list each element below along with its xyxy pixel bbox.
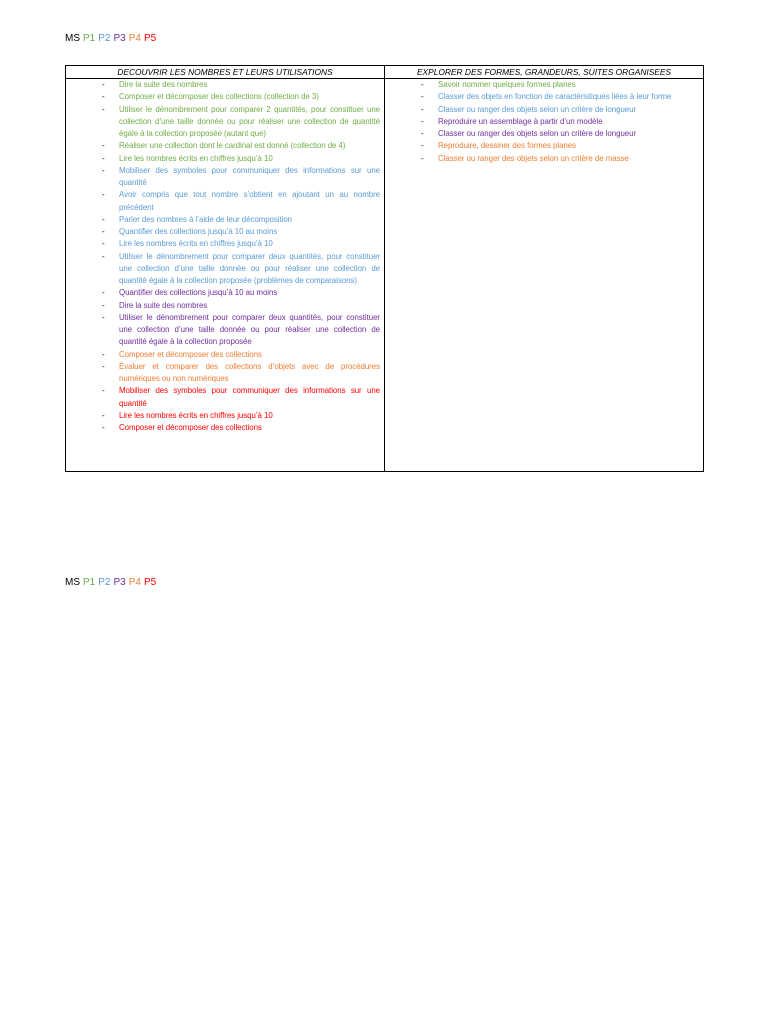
legend-p2: P2 <box>98 33 111 44</box>
list-item-text: Utiliser le dénombrement pour comparer deux quantités, pour constituer une collection d’une taille donnée ou pour réaliser une collection de quantité égale à la collection proposée <box>119 312 380 347</box>
list-item <box>385 116 703 128</box>
legend-p3: P3 <box>113 33 126 44</box>
list-item-text: Mobiliser des symboles pour communiquer des informations sur une quantité <box>119 386 380 408</box>
bullet-dash-icon: - <box>102 239 105 249</box>
bullet-dash-icon: - <box>421 116 424 126</box>
bullet-dash-icon: - <box>102 141 105 151</box>
list-item-text: Lire les nombres écrits en chiffres jusqu’à 10 <box>119 239 273 249</box>
bullet-dash-icon: - <box>102 165 105 175</box>
right-item-list <box>385 79 703 165</box>
list-item <box>66 104 384 141</box>
list-item-text: Utiliser le dénombrement pour comparer 2 quantités, pour constituer une collection d’une taille donnée ou pour réaliser une collection de quantité égale à la collection proposée (autant que) <box>119 104 380 138</box>
list-item <box>66 287 384 299</box>
left-column <box>66 79 385 471</box>
list-item <box>66 165 384 190</box>
list-item-text: Quantifier des collections jusqu’à 10 au moins <box>119 227 278 236</box>
list-item <box>66 189 384 214</box>
bullet-dash-icon: - <box>102 251 105 261</box>
bullet-dash-icon: - <box>102 361 105 371</box>
list-item-text: Utiliser le dénombrement pour comparer deux quantités, pour constituer une collection d’une taille donnée ou pour réaliser une collection de quantité égale à la collection proposée (problèmes de comparaisons) <box>119 251 380 285</box>
list-item-text: Lire les nombres écrits en chiffres jusqu’à 10 <box>119 153 273 163</box>
list-item <box>66 385 384 410</box>
right-column <box>385 79 703 471</box>
legend-p1: P1 <box>83 577 96 588</box>
list-item <box>385 140 703 152</box>
right-column-header: EXPLORER DES FORMES, GRANDEURS, SUITES ORGANISEES <box>385 66 703 79</box>
legend-p5: P5 <box>143 577 157 588</box>
bullet-dash-icon: - <box>102 80 105 89</box>
left-column-header: DECOUVRIR LES NOMBRES ET LEURS UTILISATIONS <box>66 66 385 79</box>
list-item-text: Reproduire, dessiner des formes planes <box>438 141 577 151</box>
list-item <box>66 214 384 226</box>
bullet-dash-icon: - <box>102 349 105 359</box>
bullet-dash-icon: - <box>102 288 105 298</box>
list-item-text: Savoir nommer quelques formes planes <box>438 80 576 89</box>
list-item-text: Classer des objets en fonction de caractéristiques liées à leur forme <box>438 92 672 102</box>
list-item-text: Évaluer et comparer des collections d’objets avec de procédures numériques ou non numériques <box>119 361 380 383</box>
legend-ms: MS <box>65 577 80 588</box>
list-item-text: Dire la suite des nombres <box>119 80 208 89</box>
list-item <box>385 153 703 165</box>
bullet-dash-icon: - <box>421 92 424 102</box>
list-item-text: Avoir compris que tout nombre s’obtient en ajoutant un au nombre précédent <box>119 190 380 212</box>
list-item <box>66 312 384 349</box>
list-item <box>385 91 703 103</box>
list-item <box>66 251 384 288</box>
list-item <box>66 238 384 250</box>
legend-p4: P4 <box>128 33 141 44</box>
bullet-dash-icon: - <box>421 104 424 114</box>
list-item <box>66 140 384 152</box>
level-legend-top <box>65 33 159 45</box>
bullet-dash-icon: - <box>102 227 105 236</box>
list-item-text: Classer ou ranger des objets selon un critère de masse <box>438 153 629 163</box>
list-item-text: Dire la suite des nombres <box>119 300 208 310</box>
list-item-text: Reproduire un assemblage à partir d’un modèle <box>438 116 603 126</box>
list-item-text: Parler des nombres à l’aide de leur décomposition <box>119 214 292 224</box>
bullet-dash-icon: - <box>102 214 105 224</box>
left-item-list <box>66 79 384 434</box>
list-item-text: Composer et décomposer des collections (collection de 3) <box>119 92 319 102</box>
list-item <box>66 300 384 312</box>
bullet-dash-icon: - <box>102 300 105 310</box>
list-item <box>385 128 703 140</box>
legend-p5: P5 <box>143 33 157 44</box>
list-item <box>66 410 384 422</box>
list-item <box>66 79 384 91</box>
legend-ms: MS <box>65 33 80 44</box>
legend-p1: P1 <box>83 33 96 44</box>
bullet-dash-icon: - <box>102 153 105 163</box>
legend-p2: P2 <box>98 577 111 588</box>
list-item <box>66 349 384 361</box>
bullet-dash-icon: - <box>421 141 424 151</box>
list-item-text: Mobiliser des symboles pour communiquer des informations sur une quantité <box>119 165 380 187</box>
bullet-dash-icon: - <box>102 410 105 420</box>
level-legend-bottom <box>65 577 159 589</box>
bullet-dash-icon: - <box>421 153 424 163</box>
list-item-text: Réaliser une collection dont le cardinal est donné (collection de 4) <box>119 141 346 151</box>
list-item-text: Lire les nombres écrits en chiffres jusqu’à 10 <box>119 410 273 420</box>
list-item <box>66 422 384 434</box>
legend-p4: P4 <box>128 577 141 588</box>
bullet-dash-icon: - <box>421 80 424 89</box>
list-item <box>385 104 703 116</box>
bullet-dash-icon: - <box>102 386 105 396</box>
bullet-dash-icon: - <box>102 92 105 102</box>
list-item <box>66 361 384 386</box>
legend-p3: P3 <box>113 577 126 588</box>
bullet-dash-icon: - <box>102 190 105 200</box>
competencies-table <box>65 65 704 472</box>
bullet-dash-icon: - <box>102 104 105 114</box>
list-item <box>385 79 703 91</box>
bullet-dash-icon: - <box>421 129 424 138</box>
list-item-text: Quantifier des collections jusqu’à 10 au moins <box>119 288 278 298</box>
list-item <box>66 226 384 238</box>
list-item <box>66 91 384 103</box>
bullet-dash-icon: - <box>102 312 105 322</box>
list-item-text: Composer et décomposer des collections <box>119 349 262 359</box>
bullet-dash-icon: - <box>102 423 105 432</box>
list-item-text: Composer et décomposer des collections <box>119 423 262 432</box>
list-item-text: Classer ou ranger des objets selon un critère de longueur <box>438 129 637 138</box>
list-item <box>66 153 384 165</box>
list-item-text: Classer ou ranger des objets selon un critère de longueur <box>438 104 637 114</box>
